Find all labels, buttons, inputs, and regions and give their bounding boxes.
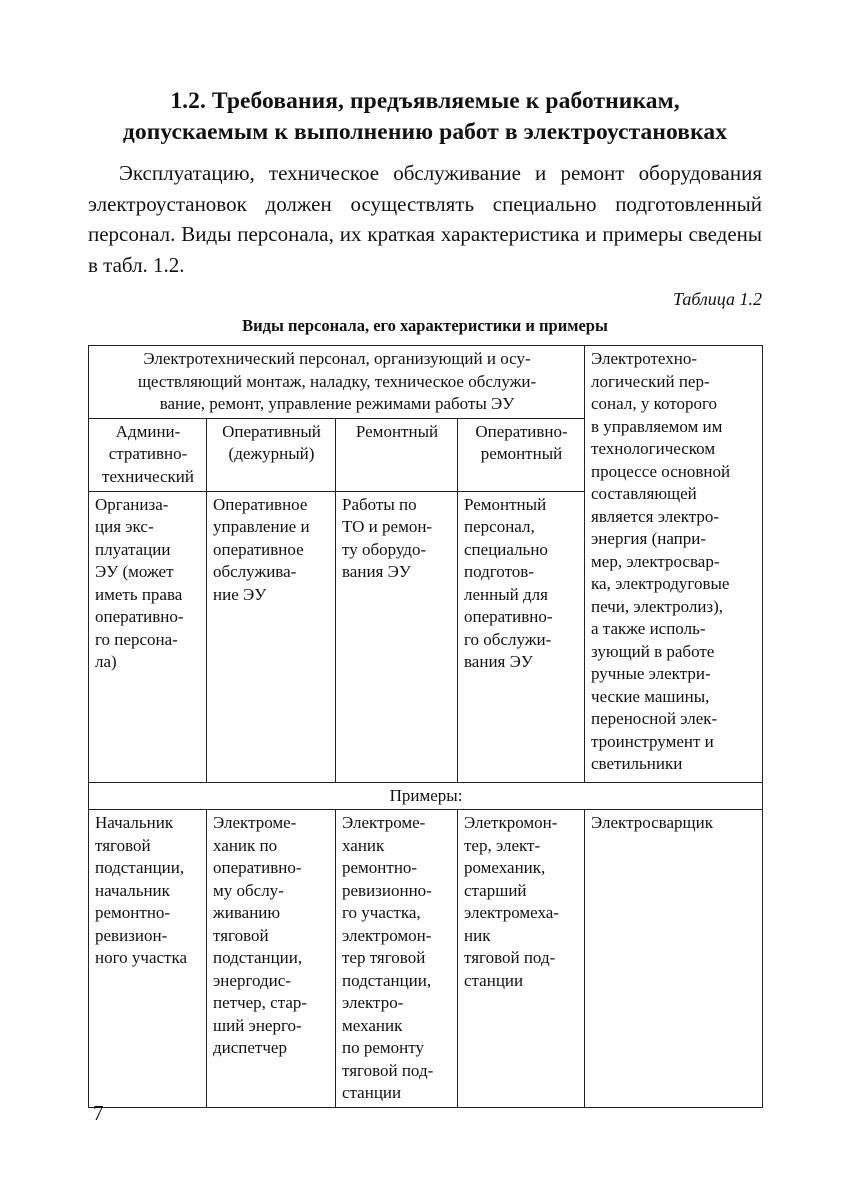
page-number: 7	[93, 1101, 104, 1125]
category-operational: Оперативный (дежурный)	[207, 418, 336, 491]
description-operational-repair: Ремонтный персонал, специально подготов- ленный для оперативно- го обслужи- вания ЭУ	[458, 491, 585, 782]
table-row	[89, 346, 763, 419]
example-electrotechnological: Электросварщик	[585, 810, 763, 1108]
description-repair: Работы по ТО и ремон- ту оборудо- вания ЭУ	[336, 491, 458, 782]
table-row	[89, 782, 763, 810]
personnel-table	[88, 345, 763, 1108]
page-content	[88, 86, 762, 1108]
section-heading	[88, 86, 762, 148]
category-operational-repair: Оперативно- ремонтный	[458, 418, 585, 491]
example-repair: Электроме- ханик ремонтно- ревизионно- го участка, электромон- тер тяговой подстанции, электро- механик по ремонту тяговой под- станции	[336, 810, 458, 1108]
electrotechnological-personnel-cell: Электротехно- логический пер- сонал, у которого в управляемом им технологическом процессе основной составляющей является электро- энергия (напри- мер, электросвар- ка, электродуговые печи, электролиз), а также исполь- зующий в работе ручные электри- ческие машины, переносной элек- троинструмент и светильники	[585, 346, 763, 783]
table-row	[89, 810, 763, 1108]
table-number-label: Таблица 1.2	[672, 289, 762, 309]
description-administrative-technical: Организа- ция экс- плуатации ЭУ (может иметь права оперативно- го персона- ла)	[89, 491, 207, 782]
section-title-line-1: 1.2. Требования, предъявляемые к работникам,	[170, 88, 680, 114]
table-caption: Виды персонала, его характеристики и примеры	[242, 316, 608, 335]
examples-header: Примеры:	[89, 782, 763, 810]
category-repair: Ремонтный	[336, 418, 458, 491]
description-operational: Оперативное управление и оперативное обслужива- ние ЭУ	[207, 491, 336, 782]
electrotechnical-personnel-header: Электротехнический персонал, организующий и осу- ществляющий монтаж, наладку, техническое обслужи- вание, ремонт, управление режимами работы ЭУ	[89, 346, 585, 419]
example-administrative-technical: Начальник тяговой подстанции, начальник ремонтно- ревизион- ного участка	[89, 810, 207, 1108]
example-operational: Электроме- ханик по оперативно- му обслу- живанию тяговой подстанции, энергодис- петчер, стар- ший энерго- диспетчер	[207, 810, 336, 1108]
section-title-line-2: допускаемым к выполнению работ в электроустановках	[122, 119, 728, 145]
example-operational-repair: Элеткромон- тер, элект- ромеханик, старший электромеха- ник тяговой под- станции	[458, 810, 585, 1108]
intro-paragraph: Эксплуатацию, техническое обслуживание и ремонт оборудования электроустановок должен осуществлять специально подготовленный персонал. Виды персонала, их краткая характеристика и примеры сведены в табл. 1.2.	[88, 161, 762, 277]
category-administrative-technical: Админи- стративно- технический	[89, 418, 207, 491]
